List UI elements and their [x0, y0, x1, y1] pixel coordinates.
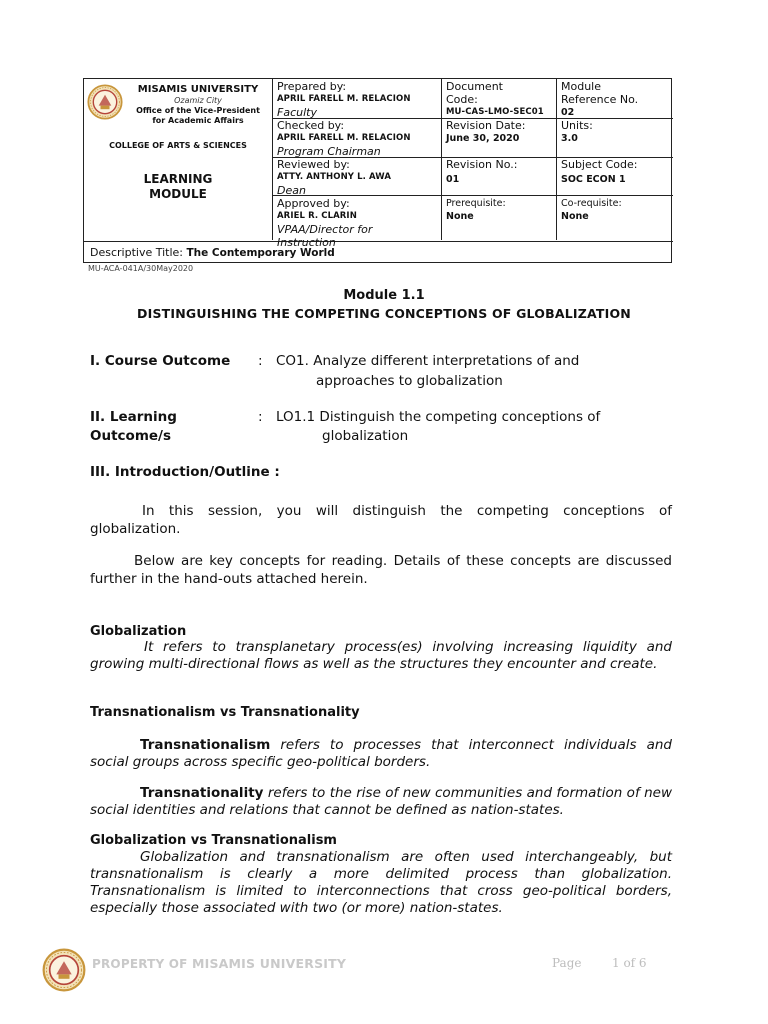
approved-by-label: Approved by:	[277, 197, 350, 210]
introduction-label: III. Introduction/Outline :	[90, 464, 280, 480]
approved-by-name: ARIEL R. CLARIN	[277, 211, 357, 221]
subject-code-cell	[561, 158, 637, 186]
course-outcome-colon: :	[258, 353, 263, 369]
checked-by-role: Program Chairman	[277, 145, 381, 158]
approved-by-cell	[277, 197, 372, 249]
university-name: MISAMIS UNIVERSITY	[137, 84, 259, 95]
transnationalism-term: Transnationalism	[140, 737, 271, 753]
intro-paragraph-2: Below are key concepts for reading. Details of these concepts are discussed further in the hand-outs attached herein.	[90, 553, 672, 587]
checked-by-label: Checked by:	[277, 119, 345, 132]
property-prefix: PROPERTY OF	[92, 957, 192, 971]
reviewed-by-cell	[277, 158, 391, 197]
university-seal-icon	[42, 948, 86, 992]
corequisite-cell	[561, 197, 622, 223]
transnationality-definition: refers to the rise of new communities and formation of new social identities and relations that cannot be defined as nation-states.	[90, 785, 672, 818]
course-outcome-label: I. Course Outcome	[90, 353, 231, 369]
university-city: Ozamiz City	[174, 96, 222, 105]
revision-date-cell	[446, 119, 525, 145]
transnationalism-definition: refers to processes that interconnect individuals and social groups across specific geo-political borders.	[90, 737, 672, 770]
units-value: 3.0	[561, 133, 578, 144]
office-line-1: Office of the Vice-President	[136, 106, 260, 115]
prerequisite-cell	[446, 197, 506, 223]
globalization-heading: Globalization	[90, 624, 187, 639]
transnationality-term: Transnationality	[140, 785, 264, 801]
prepared-by-label: Prepared by:	[277, 80, 347, 93]
document-code-label-line-1: Document	[446, 80, 503, 93]
document-code-cell	[446, 80, 544, 119]
units-cell	[561, 119, 593, 145]
revision-date-value: June 30, 2020	[446, 133, 520, 144]
transnationalism-vs-transnationality-heading: Transnationalism vs Transnationality	[90, 705, 360, 720]
intro-paragraph-1: In this session, you will distinguish the competing conceptions of globalization.	[90, 503, 672, 537]
page-footer	[0, 948, 768, 992]
divider	[441, 79, 442, 240]
page-label: Page	[552, 956, 582, 970]
document-type-line-2: MODULE	[149, 187, 207, 201]
document-code-label-line-2: Code:	[446, 93, 478, 106]
module-title: DISTINGUISHING THE COMPETING CONCEPTIONS OF GLOBALIZATION	[137, 306, 631, 321]
document-type-line-1: LEARNING	[143, 172, 213, 186]
university-block	[124, 84, 272, 126]
divider	[84, 241, 673, 242]
document-header-table	[83, 78, 672, 263]
university-seal-icon	[87, 83, 123, 121]
course-outcome-line-1: CO1. Analyze different interpretations of and	[276, 353, 580, 369]
globalization-vs-transnationalism-heading: Globalization vs Transnationalism	[90, 833, 337, 848]
prerequisite-label: Prerequisite:	[446, 198, 506, 209]
learning-outcome-label-line-1: II. Learning	[90, 409, 177, 425]
globalization-vs-transnationalism-text: Globalization and transnationalism are often used interchangeably, but transnationalism is clearly a more delimited process than globalization. Transnationalism is limited to interconnections that cross geo-political borders, especially those associated with two (or more) nation-states.	[90, 849, 672, 916]
property-university: MISAMIS UNIVERSITY	[191, 956, 347, 971]
descriptive-title-label: Descriptive Title:	[90, 246, 187, 259]
revision-no-value: 01	[446, 174, 460, 185]
checked-by-cell	[277, 119, 411, 158]
reviewed-by-role: Dean	[277, 184, 306, 197]
module-reference-label-line-2: Reference No.	[561, 93, 639, 106]
learning-outcome-label-line-2: Outcome/s	[90, 428, 172, 444]
subject-code-label: Subject Code:	[561, 158, 638, 171]
document-type	[84, 172, 272, 202]
prepared-by-name: APRIL FARELL M. RELACION	[277, 94, 411, 104]
units-label: Units:	[561, 119, 593, 132]
college-name: COLLEGE OF ARTS & SCIENCES	[109, 141, 247, 150]
reviewed-by-name: ATTY. ANTHONY L. AWA	[277, 172, 392, 182]
module-reference-value: 02	[561, 107, 575, 118]
module-reference-label-line-1: Module	[561, 80, 601, 93]
revision-date-label: Revision Date:	[446, 119, 526, 132]
transnationalism-paragraph	[90, 737, 672, 771]
subject-code-value: SOC ECON 1	[561, 174, 626, 185]
prepared-by-cell	[277, 80, 411, 119]
document-code-value: MU-CAS-LMO-SEC01	[446, 107, 544, 117]
descriptive-title-row	[90, 246, 335, 259]
form-number: MU-ACA-041A/30May2020	[88, 264, 194, 273]
descriptive-title-value: The Contemporary World	[186, 247, 335, 259]
page-number: 1 of 6	[612, 956, 647, 970]
course-outcome-line-2: approaches to globalization	[316, 373, 503, 389]
divider	[272, 79, 273, 240]
property-notice	[92, 956, 346, 971]
prerequisite-value: None	[446, 211, 474, 222]
divider	[556, 79, 557, 240]
office-line-2: for Academic Affairs	[152, 116, 244, 125]
checked-by-name: APRIL FARELL M. RELACION	[277, 133, 411, 143]
learning-outcome-colon: :	[258, 409, 263, 425]
prepared-by-role: Faculty	[277, 106, 317, 119]
module-reference-cell	[561, 80, 638, 119]
transnationality-paragraph	[90, 785, 672, 819]
corequisite-value: None	[561, 211, 589, 222]
globalization-definition: It refers to transplanetary process(es) involving increasing liquidity and growing multi-directional flows as well as the structures they encounter and create.	[90, 639, 672, 672]
approved-by-role-line-1: VPAA/Director for	[277, 223, 373, 236]
learning-outcome-line-2: globalization	[322, 428, 409, 444]
corequisite-label: Co-requisite:	[561, 198, 622, 209]
learning-outcome-line-1: LO1.1 Distinguish the competing conceptions of	[276, 409, 601, 425]
module-number: Module 1.1	[343, 288, 425, 303]
reviewed-by-label: Reviewed by:	[277, 158, 350, 171]
revision-no-cell	[446, 158, 517, 186]
revision-no-label: Revision No.:	[446, 158, 518, 171]
approved-by-role-line-2: Instruction	[277, 236, 336, 249]
